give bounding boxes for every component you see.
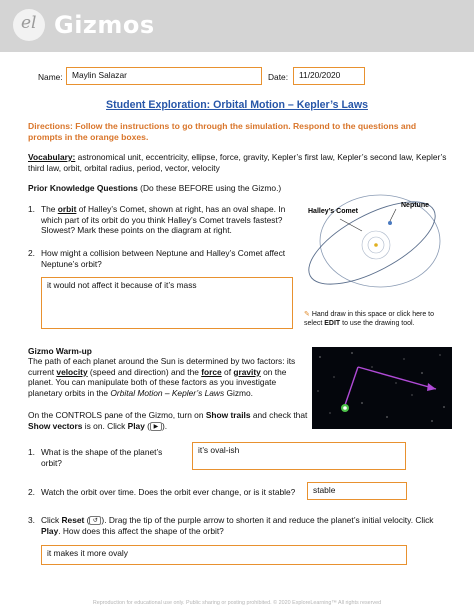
prior-heading-note: (Do these BEFORE using the Gizmo.) [137,183,282,193]
halley-pointer [340,219,362,231]
wq3-number: 3. [28,515,35,525]
show-trails-term: Show trails [205,410,251,420]
planet-highlight [343,406,347,410]
q2-answer-box[interactable]: it would not affect it because of it’s mass [41,277,293,329]
warmup-p1-b: (speed and direction) and the [87,366,202,377]
page-title: Student Exploration: Orbital Motion – Kepler’s Laws [106,99,368,111]
brand-name: Gizmos [54,11,155,39]
pencil-icon: ✎ [304,311,310,318]
velocity-arrow-shaft-1 [345,367,358,405]
wq1-text: What is the shape of the planet’s orbit? [41,447,163,468]
q1-number: 1. [28,204,35,214]
wq3-text [41,515,451,536]
date-label: Date: [268,72,289,82]
wq3-text-c: ). Drag the tip of the purple arrow to shorten it and reduce the planet’s initial velocity. Click [101,515,434,525]
halley-orbit-diagram[interactable] [300,191,446,291]
force-term: force [201,366,222,377]
draw-note[interactable] [304,310,454,328]
neptune-pointer [390,209,396,221]
vocabulary-paragraph [28,152,454,173]
prior-knowledge-heading [28,183,281,194]
gizmo-space-view [312,347,452,429]
sun-dot [374,243,378,247]
q1-orbit-term: orbit [57,204,77,214]
warmup-p2-d: ( [144,420,150,431]
draw-note-a: Hand draw in this space or click here to select [304,311,434,327]
warmup-p2-e: ). [161,420,168,431]
directions-text: Directions: Follow the instructions to go through the simulation. Respond to the questions and prompts in the orange boxes. [28,121,417,142]
orbit-diagram-svg [300,191,446,291]
warmup-p2-a: On the CONTROLS pane of the Gizmo, turn on [28,410,206,420]
prior-heading-text: Prior Knowledge Questions [28,183,138,193]
q1-text-b: of Halley’s Comet, shown at right, has an oval shape. In which part of its orbit do you think Halley’s Comet travels fastest? Slowest? Mark these points on the diagram at right. [41,204,286,236]
draw-note-edit: EDIT [324,320,341,327]
logo-letters: el [21,13,37,33]
warmup-p1-a: The path of each planet around the Sun is determined by two factors: its current [28,356,296,377]
velocity-term: velocity [56,366,88,377]
draw-note-b: to use the drawing tool. [340,320,415,327]
name-label: Name: [38,72,63,82]
play-icon: ▶ [150,422,162,431]
neptune-dot [388,221,392,225]
vocabulary-label: Vocabulary: [28,152,76,162]
wq2-text: Watch the orbit over time. Does the orbit ever change, or is it stable? [41,487,296,497]
vocabulary-terms: astronomical unit, eccentricity, ellipse, force, gravity, Kepler’s first law, Kepler’s second law, Kepler’s third law, orbit, orbital radius, period, vector, velocity [28,152,447,173]
date-field[interactable]: 11/20/2020 [293,67,365,85]
wq3-play-term: Play [41,525,59,536]
gizmo-name: Orbital Motion – Kepler’s Laws [110,387,225,398]
name-field[interactable]: Maylin Salazar [66,67,262,85]
warmup-p2-b: and check that [250,410,308,420]
wq1-number: 1. [28,447,35,457]
q1-text-a: The [41,204,58,214]
warmup-p2-c: is on. Click [82,420,128,431]
wq1-answer-box[interactable]: it’s oval-ish [192,442,406,470]
velocity-arrowhead[interactable] [427,383,436,391]
warmup-p1-e: Gizmo. [224,387,254,398]
warmup-p1-c: of [221,366,234,377]
warmup-p1-d: on the planet. You can manipulate both of these factors as you investigate planetary orbits in the [28,366,287,398]
q2-number: 2. [28,248,35,258]
space-view-svg [312,347,452,429]
copyright-footer: Reproduction for educational use only. Public sharing or posting prohibited. © 2020 ExploreLearning™ All rights reserved [92,600,382,606]
wq2-number: 2. [28,487,35,497]
reset-icon: ↺ [89,516,101,525]
warmup-heading: Gizmo Warm-up [28,346,92,356]
reset-term: Reset [61,515,85,525]
gizmos-header [0,0,474,52]
starfield [318,352,445,421]
halley-label: Halley’s Comet [308,208,358,215]
q2-text: How might a collision between Neptune and Halley’s Comet affect Neptune’s orbit? [41,248,286,269]
show-vectors-term: Show vectors [28,420,83,431]
gravity-term: gravity [233,366,261,377]
play-term: Play [127,420,145,431]
warmup-paragraph-1 [28,356,306,398]
warmup-paragraph-2 [28,410,328,431]
wq3-text-d: . How does this affect the shape of the orbit? [58,525,224,536]
wq3-text-a: Click [41,515,62,525]
wq3-text-b: ( [84,515,90,525]
wq3-answer-box[interactable]: it makes it more ovaly [41,545,407,565]
wq2-answer-box[interactable]: stable [307,482,407,500]
q1-text [41,204,297,236]
velocity-arrow-shaft-2 [358,367,436,389]
neptune-label: Neptune [401,202,429,209]
